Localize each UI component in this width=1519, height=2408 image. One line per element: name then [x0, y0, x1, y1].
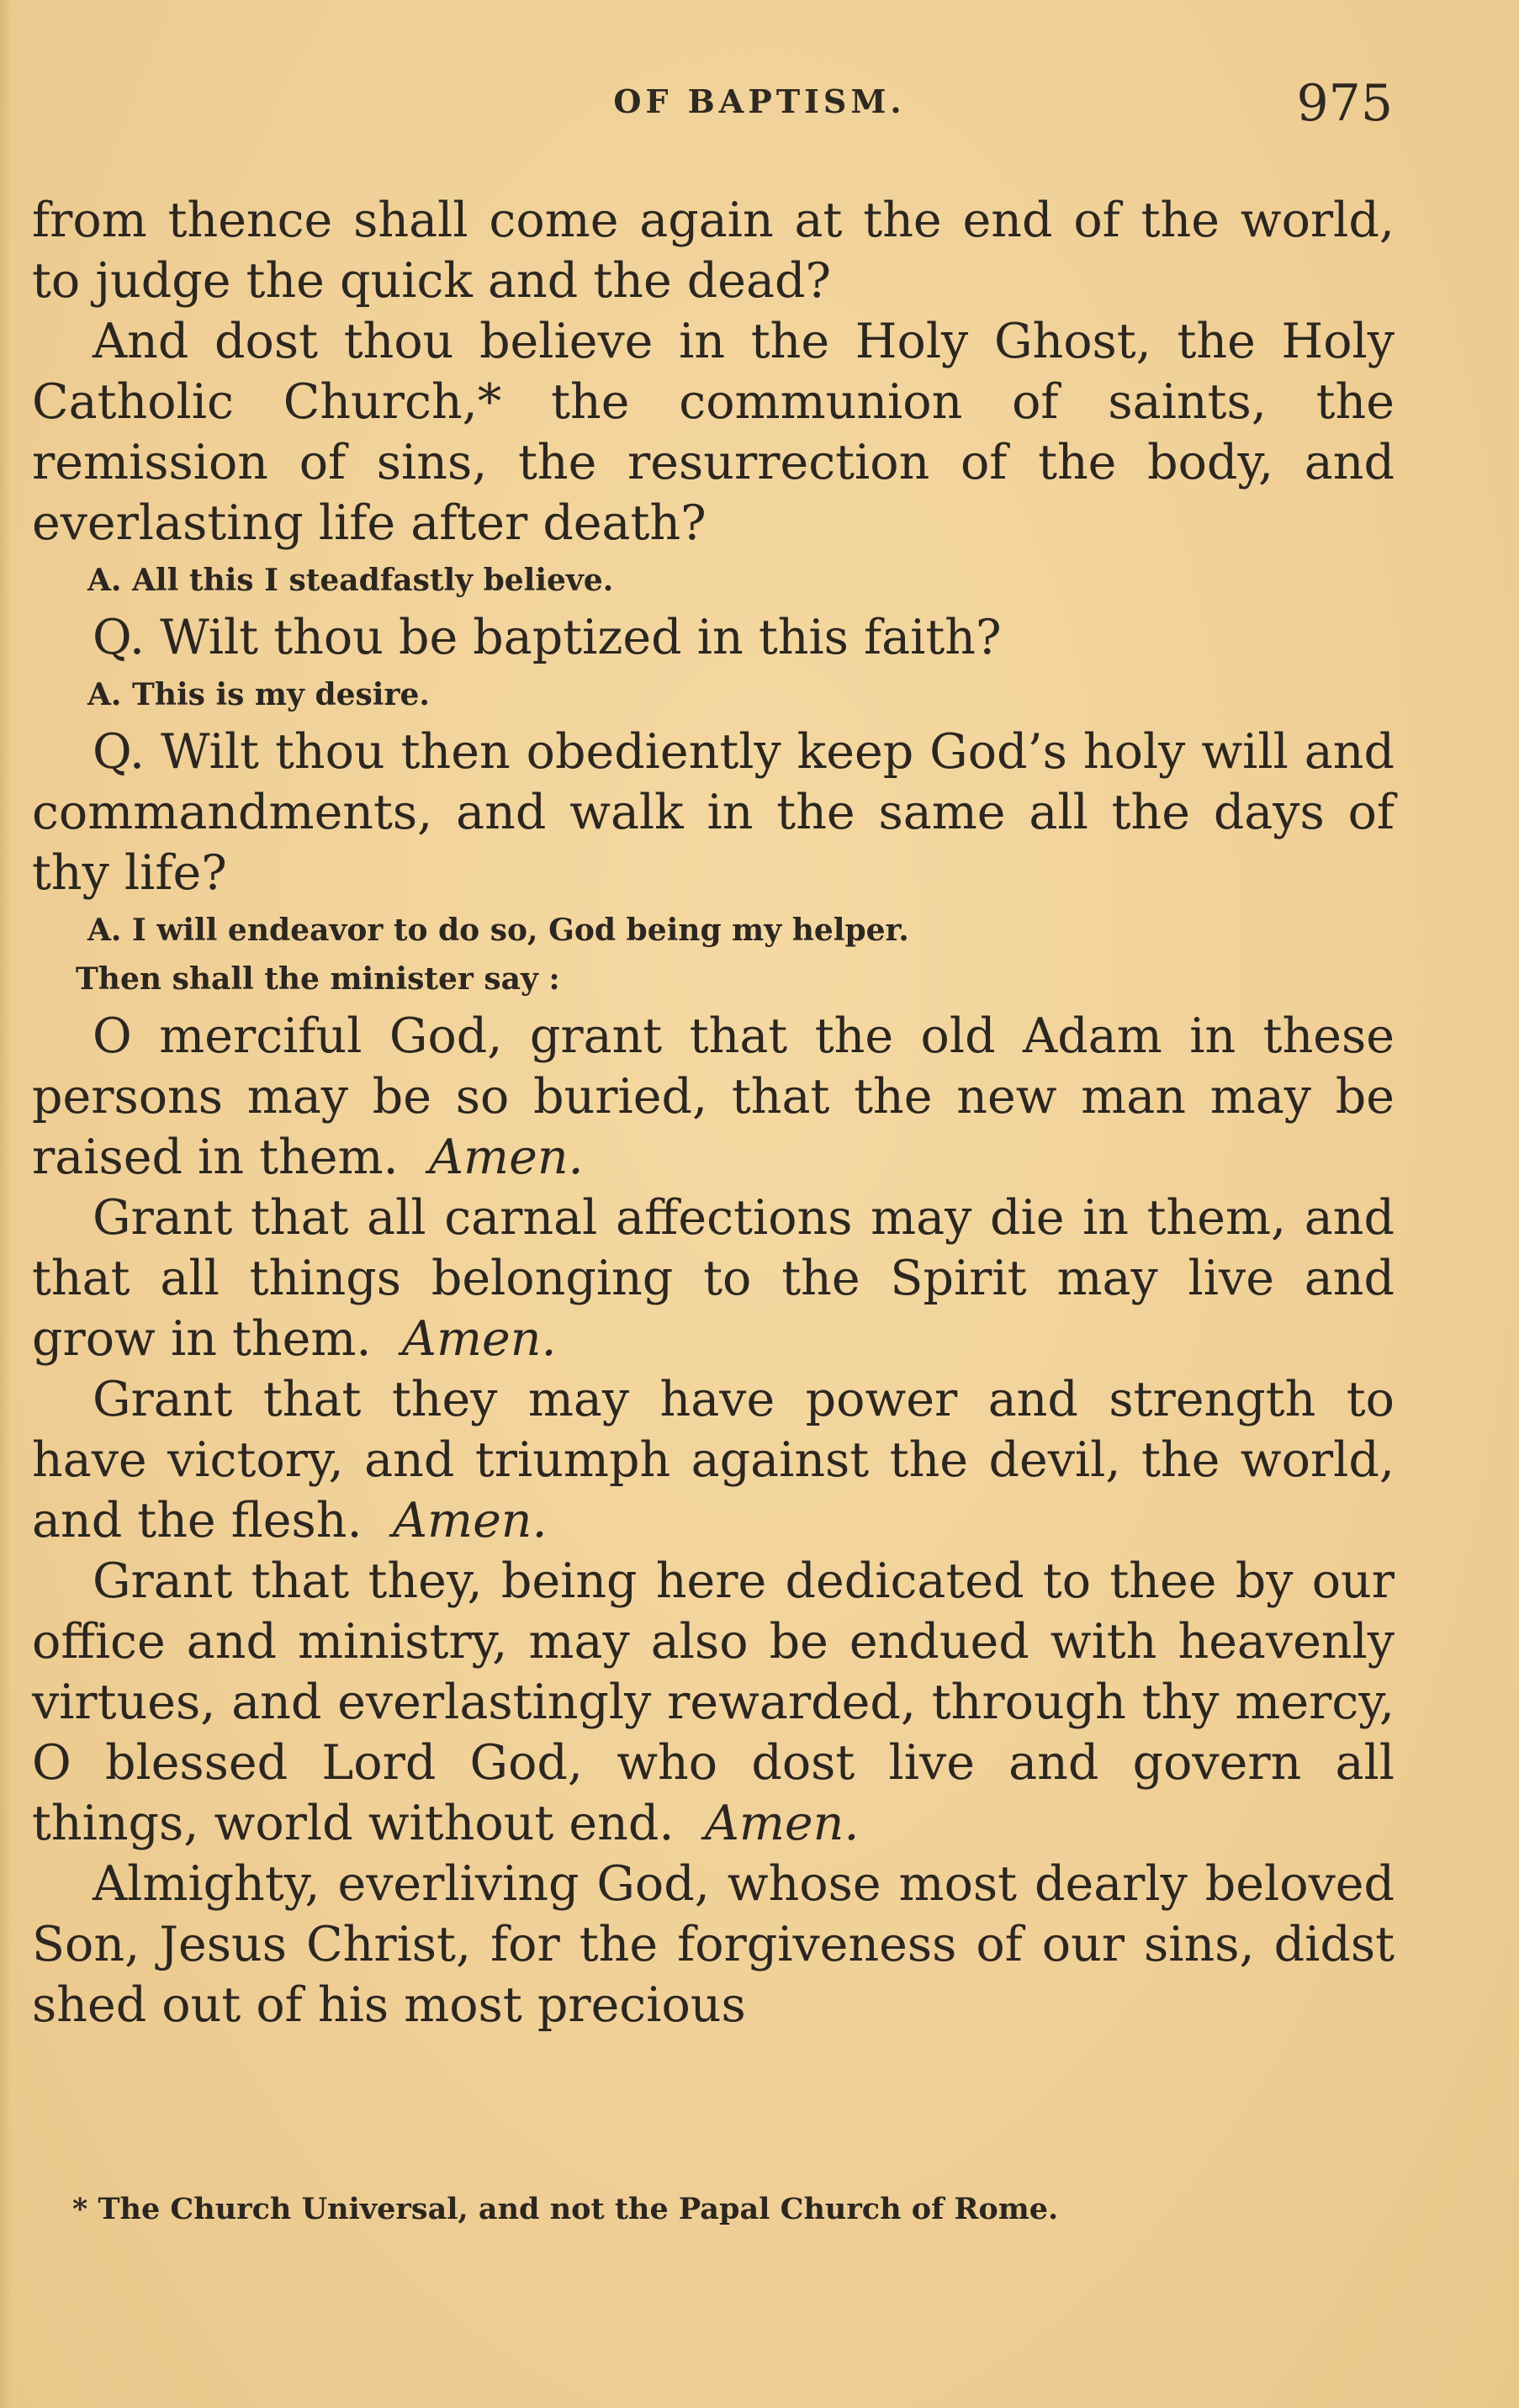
answer-1: A. All this I steadfastly believe. — [87, 563, 614, 598]
amen: Amen. — [428, 1130, 584, 1185]
amen: Amen. — [704, 1796, 860, 1851]
prayer-3 — [32, 1369, 1395, 1551]
answer-2: A. This is my desire. — [87, 677, 430, 712]
amen: Amen. — [392, 1493, 548, 1548]
prayer-2 — [32, 1188, 1395, 1369]
prayer-4 — [32, 1551, 1395, 1854]
answer-3: A. I will endeavor to do so, God being my helper. — [87, 913, 909, 948]
prayer-2-text: Grant that all carnal affections may die in them, and that all things belonging to the Spirit may live and grow in them. — [32, 1190, 1395, 1367]
prayer-5: Almighty, everliving God, whose most dearly beloved Son, Jesus Christ, for the forgiveness of our sins, didst shed out of his most precious — [32, 1856, 1395, 2033]
page-body — [32, 190, 1395, 2035]
rubric: Then shall the minister say : — [76, 961, 560, 997]
paragraph-continuation: from thence shall come again at the end of the world, to judge the quick and the dead? — [32, 193, 1395, 309]
page-gutter-shadow — [0, 0, 12, 2408]
amen: Amen. — [401, 1311, 557, 1367]
question-2: Q. Wilt thou be baptized in this faith? — [93, 610, 1002, 665]
prayer-1 — [32, 1006, 1395, 1188]
question-3: Q. Wilt thou then obediently keep God’s holy will and commandments, and walk in the same all the days of thy life? — [32, 724, 1395, 901]
prayer-1-text: O merciful God, grant that the old Adam in these persons may be so buried, that the new man may be raised in them. — [32, 1008, 1395, 1185]
page-header — [0, 74, 1519, 133]
page-number: 975 — [1296, 74, 1393, 133]
paragraph-creed-question: And dost thou believe in the Holy Ghost, the Holy Catholic Church,* the communion of saints, the remission of sins, the resurrection of the body, and everlasting life after death? — [32, 314, 1395, 551]
prayer-3-text: Grant that they may have power and strength to have victory, and triumph against the devil, the world, and the flesh. — [32, 1372, 1395, 1548]
prayer-4-text: Grant that they, being here dedicated to thee by our office and ministry, may also be endued with heavenly virtues, and everlastingly rewarded, through thy mercy, O blessed Lord God, who dost live and govern all things, world without end. — [32, 1553, 1395, 1851]
running-head: OF BAPTISM. — [613, 82, 906, 120]
footnote: * The Church Universal, and not the Papal Church of Rome. — [72, 2192, 1059, 2226]
